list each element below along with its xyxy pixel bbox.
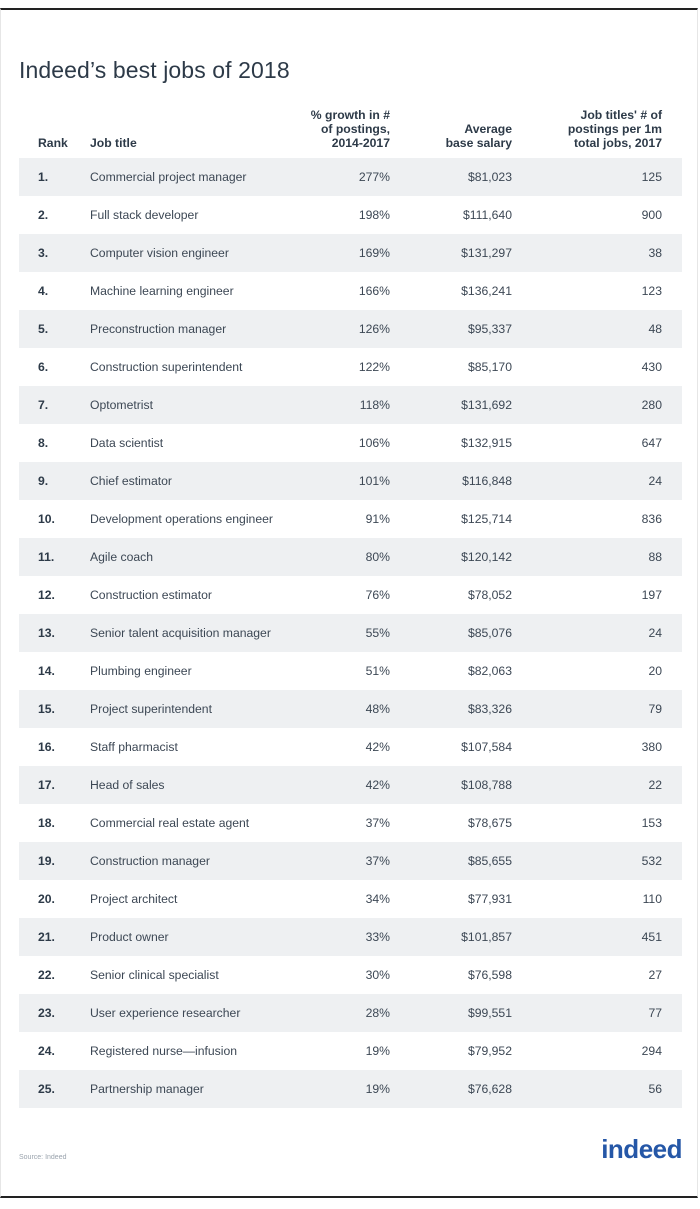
rank-cell: 17. (38, 778, 55, 792)
postings-cell: 280 (641, 398, 662, 412)
rank-cell: 4. (38, 284, 49, 298)
postings-cell: 125 (641, 170, 662, 184)
postings-cell: 79 (648, 702, 662, 716)
rank-cell: 16. (38, 740, 55, 754)
salary-cell: $125,714 (461, 512, 512, 526)
growth-cell: 37% (365, 816, 390, 830)
job-title-cell: Project superintendent (90, 702, 212, 716)
table-row (19, 538, 682, 576)
growth-cell: 101% (358, 474, 390, 488)
job-title-cell: Computer vision engineer (90, 246, 229, 260)
table-row (19, 614, 682, 652)
header-postings-line-3: total jobs, 2017 (573, 136, 662, 150)
rank-cell: 21. (38, 930, 55, 944)
growth-cell: 118% (359, 398, 390, 412)
rank-cell: 19. (38, 854, 55, 868)
salary-cell: $76,628 (467, 1082, 512, 1096)
table-row (19, 348, 682, 386)
table-row (19, 158, 682, 196)
salary-cell: $107,584 (461, 740, 512, 754)
salary-cell: $111,640 (462, 208, 512, 222)
salary-cell: $108,788 (461, 778, 512, 792)
table-row (19, 728, 682, 766)
job-title-cell: Chief estimator (90, 474, 172, 488)
salary-cell: $131,297 (461, 246, 512, 260)
job-title-cell: Project architect (90, 892, 178, 906)
growth-cell: 34% (365, 892, 390, 906)
source-note: Source: Indeed (19, 1154, 67, 1161)
growth-cell: 30% (365, 968, 390, 982)
job-title-cell: Plumbing engineer (90, 664, 192, 678)
salary-cell: $95,337 (467, 322, 512, 336)
header-rank: Rank (38, 136, 68, 150)
growth-cell: 42% (365, 778, 390, 792)
table-header (19, 100, 682, 152)
postings-cell: 20 (648, 664, 662, 678)
table-row (19, 576, 682, 614)
job-title-cell: Data scientist (90, 436, 164, 450)
postings-cell: 24 (648, 626, 662, 640)
rank-cell: 12. (38, 588, 55, 602)
postings-cell: 836 (641, 512, 662, 526)
rank-cell: 15. (38, 702, 55, 716)
growth-cell: 76% (365, 588, 390, 602)
postings-cell: 532 (641, 854, 662, 868)
growth-cell: 91% (365, 512, 390, 526)
postings-cell: 153 (641, 816, 662, 830)
rank-cell: 13. (38, 626, 55, 640)
job-title-cell: User experience researcher (90, 1006, 241, 1020)
postings-cell: 27 (648, 968, 662, 982)
salary-cell: $83,326 (467, 702, 512, 716)
rank-cell: 11. (38, 550, 55, 564)
salary-cell: $85,076 (467, 626, 512, 640)
rank-cell: 14. (38, 664, 55, 678)
job-title-cell: Full stack developer (90, 208, 199, 222)
salary-cell: $76,598 (467, 968, 512, 982)
postings-cell: 123 (641, 284, 662, 298)
header-postings-line-1: Job titles' # of (580, 108, 662, 122)
postings-cell: 197 (641, 588, 662, 602)
salary-cell: $99,551 (467, 1006, 512, 1020)
jobs-table-body (19, 158, 682, 1108)
rank-cell: 20. (38, 892, 55, 906)
table-row (19, 386, 682, 424)
growth-cell: 19% (365, 1082, 390, 1096)
job-title-cell: Construction superintendent (90, 360, 243, 374)
table-row (19, 994, 682, 1032)
header-growth (311, 108, 390, 150)
growth-cell: 33% (365, 930, 390, 944)
job-title-cell: Development operations engineer (90, 512, 273, 526)
postings-cell: 22 (648, 778, 662, 792)
growth-cell: 198% (358, 208, 390, 222)
salary-cell: $120,142 (461, 550, 512, 564)
rank-cell: 10. (38, 512, 55, 526)
postings-cell: 647 (641, 436, 662, 450)
growth-cell: 166% (358, 284, 390, 298)
table-row (19, 1070, 682, 1108)
job-title-cell: Partnership manager (90, 1082, 204, 1096)
salary-cell: $116,848 (462, 474, 512, 488)
job-title-cell: Product owner (90, 930, 169, 944)
header-growth-line-1: % growth in # (310, 108, 390, 122)
table-row (19, 880, 682, 918)
postings-cell: 294 (641, 1044, 662, 1058)
growth-cell: 37% (365, 854, 390, 868)
header-postings-line-2: postings per 1m (567, 122, 662, 136)
growth-cell: 42% (365, 740, 390, 754)
rank-cell: 24. (38, 1044, 55, 1058)
header-growth-line-3: 2014-2017 (331, 136, 390, 150)
rank-cell: 1. (38, 170, 49, 184)
growth-cell: 277% (358, 170, 390, 184)
rank-cell: 3. (38, 246, 49, 260)
postings-cell: 110 (642, 892, 662, 906)
table-row (19, 310, 682, 348)
growth-cell: 126% (358, 322, 390, 336)
rank-cell: 8. (38, 436, 49, 450)
table-row (19, 196, 682, 234)
growth-cell: 19% (365, 1044, 390, 1058)
indeed-logo: indeed (601, 1134, 682, 1164)
job-title-cell: Registered nurse—infusion (90, 1044, 238, 1058)
table-row (19, 804, 682, 842)
postings-cell: 48 (648, 322, 662, 336)
postings-cell: 430 (641, 360, 662, 374)
rank-cell: 25. (38, 1082, 55, 1096)
table-row (19, 234, 682, 272)
postings-cell: 38 (648, 246, 662, 260)
salary-cell: $85,655 (467, 854, 512, 868)
table-row (19, 766, 682, 804)
job-title-cell: Commercial project manager (90, 170, 247, 184)
growth-cell: 51% (365, 664, 390, 678)
salary-cell: $78,675 (467, 816, 512, 830)
header-salary-line-2: base salary (445, 136, 512, 150)
job-title-cell: Senior talent acquisition manager (90, 626, 271, 640)
table-row (19, 690, 682, 728)
salary-cell: $85,170 (467, 360, 512, 374)
salary-cell: $136,241 (461, 284, 512, 298)
job-title-cell: Machine learning engineer (90, 284, 234, 298)
rank-cell: 9. (38, 474, 49, 488)
table-row (19, 1032, 682, 1070)
rank-cell: 23. (38, 1006, 55, 1020)
rank-cell: 7. (38, 398, 49, 412)
growth-cell: 122% (358, 360, 390, 374)
growth-cell: 28% (365, 1006, 390, 1020)
postings-cell: 380 (641, 740, 662, 754)
table-row (19, 424, 682, 462)
growth-cell: 106% (358, 436, 390, 450)
table-row (19, 272, 682, 310)
rank-cell: 5. (38, 322, 49, 336)
job-title-cell: Commercial real estate agent (90, 816, 250, 830)
header-postings (568, 108, 662, 150)
salary-cell: $81,023 (467, 170, 512, 184)
job-title-cell: Agile coach (90, 550, 154, 564)
postings-cell: 88 (648, 550, 662, 564)
postings-cell: 24 (648, 474, 662, 488)
rank-cell: 22. (38, 968, 55, 982)
rank-cell: 6. (38, 360, 49, 374)
table-row (19, 500, 682, 538)
growth-cell: 55% (365, 626, 390, 640)
table-row (19, 652, 682, 690)
salary-cell: $82,063 (467, 664, 512, 678)
job-title-cell: Senior clinical specialist (90, 968, 219, 982)
salary-cell: $78,052 (467, 588, 512, 602)
rank-cell: 2. (38, 208, 49, 222)
table-row (19, 462, 682, 500)
job-title-cell: Construction estimator (90, 588, 212, 602)
table-row (19, 918, 682, 956)
rank-cell: 18. (38, 816, 55, 830)
salary-cell: $101,857 (461, 930, 512, 944)
growth-cell: 80% (365, 550, 390, 564)
postings-cell: 451 (641, 930, 662, 944)
header-job-title: Job title (90, 136, 137, 150)
header-salary (446, 122, 512, 150)
postings-cell: 900 (641, 208, 662, 222)
table-row (19, 842, 682, 880)
salary-cell: $131,692 (461, 398, 512, 412)
job-title-cell: Optometrist (90, 398, 153, 412)
postings-cell: 56 (648, 1082, 662, 1096)
growth-cell: 48% (365, 702, 390, 716)
job-title-cell: Preconstruction manager (90, 322, 227, 336)
salary-cell: $77,931 (467, 892, 512, 906)
table-row (19, 956, 682, 994)
job-title-cell: Construction manager (90, 854, 210, 868)
header-growth-line-2: of postings, (320, 122, 390, 136)
header-salary-line-1: Average (464, 122, 512, 136)
page-title: Indeed’s best jobs of 2018 (19, 57, 290, 84)
salary-cell: $79,952 (467, 1044, 512, 1058)
growth-cell: 169% (358, 246, 390, 260)
job-title-cell: Staff pharmacist (90, 740, 178, 754)
postings-cell: 77 (648, 1006, 662, 1020)
job-title-cell: Head of sales (90, 778, 165, 792)
salary-cell: $132,915 (461, 436, 512, 450)
